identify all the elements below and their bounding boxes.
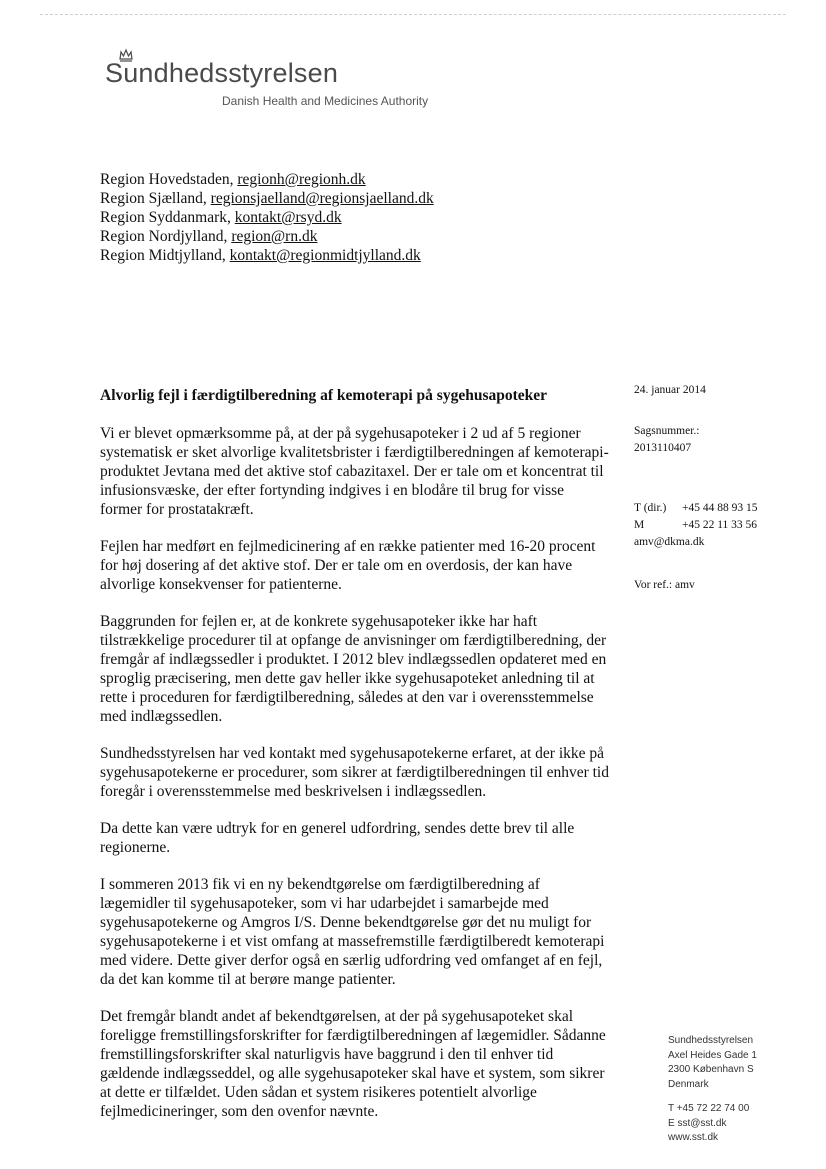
our-reference: Vor ref.: amv [634,579,695,591]
body-paragraph: Da dette kan være udtryk for en generel udfordring, sendes dette brev til alle regionerne. [100,820,575,856]
scan-edge-line [40,14,786,15]
recipient-email-link[interactable]: kontakt@rsyd.dk [234,209,342,226]
recipient-item: Region Midtjylland, kontakt@regionmidtjylland.dk [100,247,421,264]
direct-phone: +45 44 88 93 15 [682,502,758,514]
footer-city: 2300 København S [668,1064,754,1075]
case-number: 2013110407 [634,442,692,454]
logo-subtitle: Danish Health and Medicines Authority [222,94,429,108]
mobile-phone: +45 22 11 33 56 [682,519,758,531]
body-paragraph: I sommeren 2013 fik vi en ny bekendtgørelse om færdigtilberedning af lægemidler til sygehusapoteker, som vi har udarbejdet i samarbejde med sygehusapotekerne og Amgros I/S. Denne bekendtgørelse gør det nu muligt for sygehusapotekerne i et vist omfang at massefremstille færdigtilberedt kemoterapi med videre. Dette giver derfor også en særlig udfordring ved omfanget af en fejl, da det kan komme til at berøre mange patienter. [100,876,605,988]
recipient-list [100,170,434,265]
body-paragraph: Vi er blevet opmærksomme på, at der på sygehusapoteker i 2 ud af 5 regioner systematisk er sket alvorlige kvalitetsbrister i færdigtilberedningen af kemoterapi-produktet Jevtana med det aktive stof cabazitaxel. Der er tale om et koncentrat til infusionsvæske, der efter fortynding indgives i en blodåre til brug for visse former for prostatakræft. [100,425,609,518]
footer-org: Sundhedsstyrelsen [668,1035,754,1046]
recipient-email-link[interactable]: regionh@regionh.dk [237,171,366,188]
recipient-item: Region Syddanmark, kontakt@rsyd.dk [100,209,342,226]
case-label: Sagsnummer.: [634,425,700,437]
body-paragraph: Sundhedsstyrelsen har ved kontakt med sygehusapotekerne erfaret, at der ikke på sygehusapotekerne er procedurer, som sikrer at færdigtilberedningen til enhver tid foregår i overensstemmelse med beskrivelsen i indlægssedlen. [100,745,609,800]
footer-phone: T +45 72 22 74 00 [668,1103,750,1114]
recipient-email-link[interactable]: kontakt@regionmidtjylland.dk [229,247,421,264]
case-number-block [634,423,700,457]
body-paragraph: Det fremgår blandt andet af bekendtgørelsen, at der på sygehusapoteket skal foreligge fremstillingsforskrifter for færdigtilberedningen af lægemidler. Sådanne fremstillingsforskrifter skal naturligvis have baggrund i den til enhver tid gældende indlægsseddel, og alle sygehusapoteker skal have et system, som sikrer at dette er tilfældet. Uden sådan et system risikeres potentielt alvorlige fejlmedicineringer, som den ovenfor nævnte. [100,1008,606,1120]
letter-body [100,424,610,1139]
contact-email: amv@dkma.dk [634,536,705,548]
logo-name: Sundhedsstyrelsen [105,58,339,88]
recipient-email-link[interactable]: region@rn.dk [231,228,318,245]
letter-date: 24. januar 2014 [634,384,706,396]
footer-spacer [668,1092,757,1102]
footer-address [668,1034,757,1146]
body-paragraph: Baggrunden for fejlen er, at de konkrete sygehusapoteker ikke har haft tilstrækkelige procedurer til at opfange de anvisninger om færdigtilberedning, der fremgår af indlægssedler i produktet. I 2012 blev indlægssedlen opdateret med en sproglig præcisering, men dette gav heller ikke sygehusapoteket anledning til at rette i proceduren for færdigtilberedning, således at den var i overensstemmelse med indlægssedlen. [100,613,607,725]
body-paragraph: Fejlen har medført en fejlmedicinering af en række patienter med 16-20 procent for høj dosering af det aktive stof. Der er tale om en overdosis, der kan have alvorlige konsekvenser for patienterne. [100,538,596,593]
contact-block [634,500,758,551]
footer-street: Axel Heides Gade 1 [668,1049,757,1061]
footer-web: www.sst.dk [668,1132,719,1143]
footer-country: Denmark [668,1078,709,1090]
mobile-row: M +45 22 11 33 56 [634,519,758,531]
recipient-email-link[interactable]: regionsjaelland@regionsjaelland.dk [210,190,434,207]
direct-phone-row: T (dir.) +45 44 88 93 15 [634,502,758,514]
recipient-item: Region Sjælland, regionsjaelland@regionsjaelland.dk [100,190,434,207]
letter-title: Alvorlig fejl i færdigtilberedning af kemoterapi på sygehusapoteker [100,387,548,404]
recipient-item: Region Hovedstaden, regionh@regionh.dk [100,171,366,188]
recipient-item: Region Nordjylland, region@rn.dk [100,228,318,245]
footer-email: E sst@sst.dk [668,1117,727,1129]
